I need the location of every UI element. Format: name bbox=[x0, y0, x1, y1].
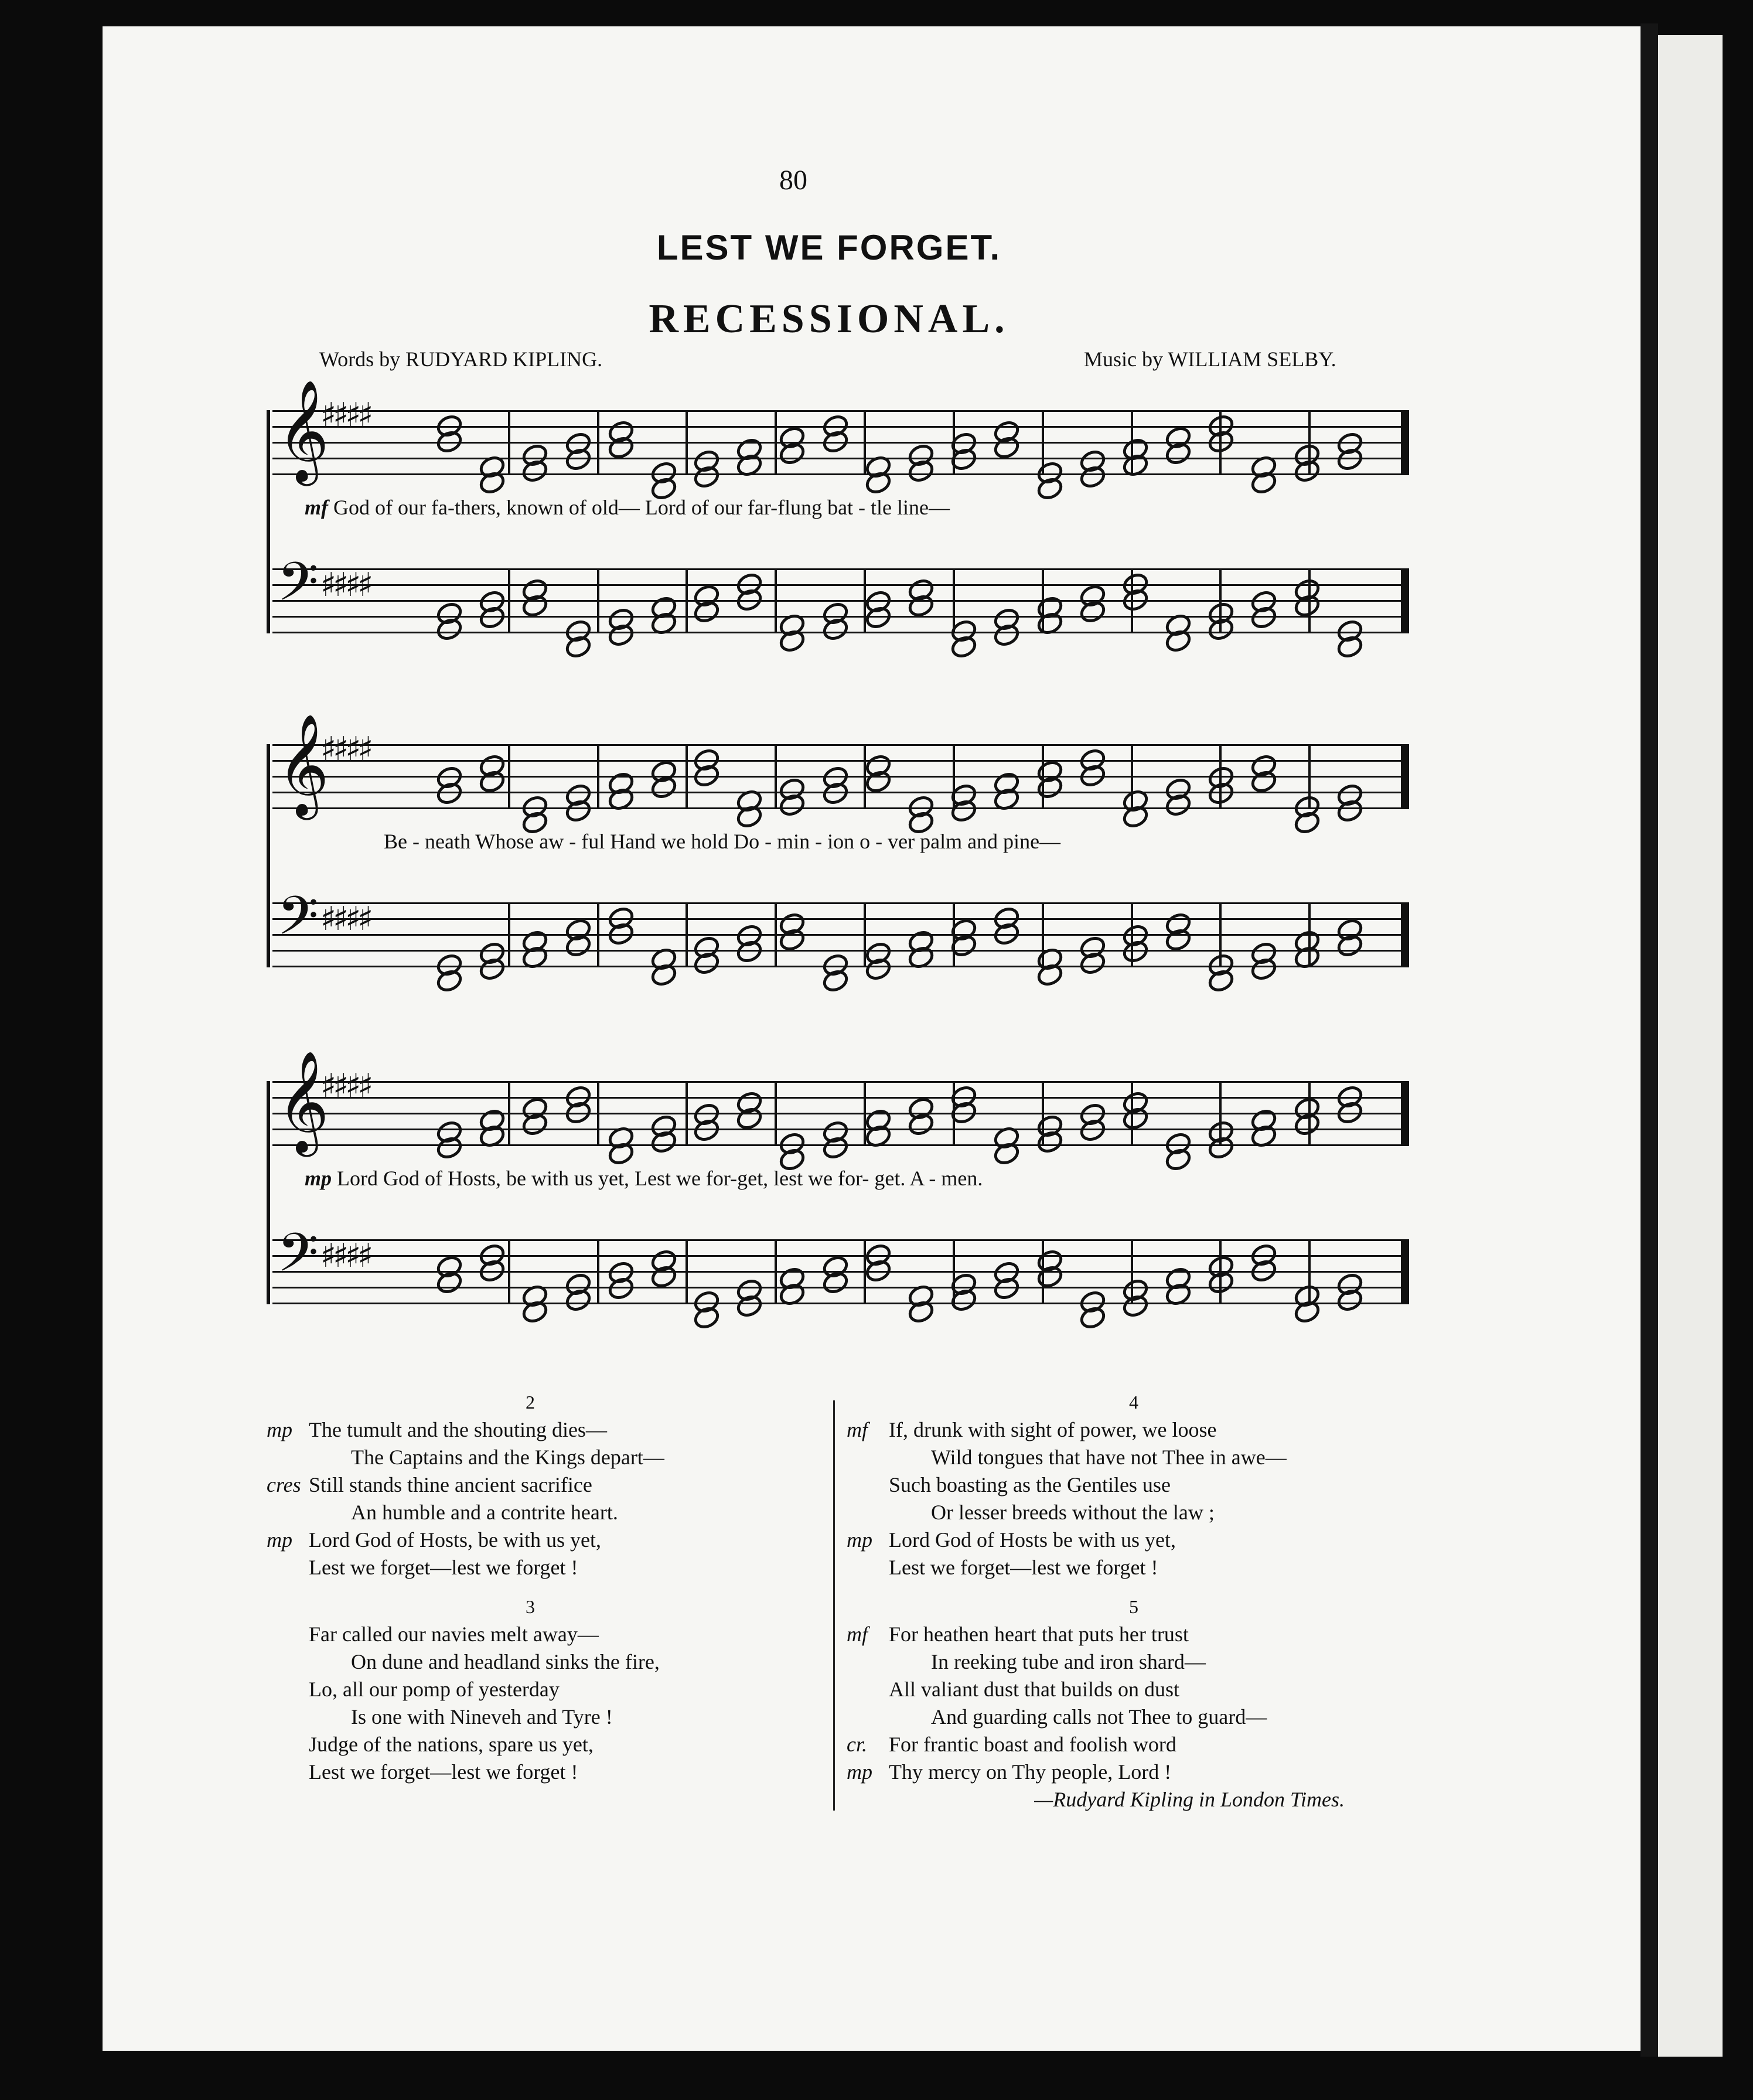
staff-line bbox=[272, 902, 1409, 904]
final-bar-line bbox=[1401, 1081, 1409, 1146]
verse-text: Lord God of Hosts be with us yet, bbox=[889, 1528, 1176, 1552]
final-bar-line bbox=[1401, 568, 1409, 633]
verse-text: An humble and a contrite heart. bbox=[351, 1501, 618, 1524]
verse-number: 3 bbox=[526, 1596, 535, 1617]
staff-line bbox=[272, 1113, 1409, 1114]
verse-dynamic-mark: cr. bbox=[847, 1733, 867, 1756]
verse-text: Still stands thine ancient sacrifice bbox=[309, 1473, 592, 1496]
staff-line bbox=[272, 744, 1409, 746]
staff-line bbox=[272, 918, 1409, 920]
verse-text: If, drunk with sight of power, we loose bbox=[889, 1418, 1217, 1441]
page-subtitle: RECESSIONAL. bbox=[649, 296, 1009, 342]
lyrics-text: Lord God of Hosts, be with us yet, Lest we for-get, lest we for- get. A - men. bbox=[337, 1167, 983, 1190]
system-brace bbox=[267, 410, 270, 633]
bar-line bbox=[775, 1239, 777, 1304]
system-brace bbox=[267, 1081, 270, 1304]
verse-line bbox=[847, 1758, 1421, 1786]
bar-line bbox=[597, 410, 599, 475]
verse-dynamic-mark: mf bbox=[847, 1622, 868, 1646]
staff-line bbox=[272, 807, 1409, 809]
verse-text: All valiant dust that builds on dust bbox=[889, 1678, 1179, 1701]
treble-clef-icon: 𝄞 bbox=[277, 1051, 329, 1153]
verse-dynamic-mark: mp bbox=[267, 1528, 292, 1552]
verses-left-column bbox=[267, 1389, 794, 1786]
dynamic-marking: mp bbox=[305, 1167, 332, 1190]
verse-line bbox=[847, 1676, 1421, 1703]
bass-staff bbox=[267, 1222, 1409, 1303]
staff-line bbox=[272, 1239, 1409, 1241]
bar-line bbox=[597, 1239, 599, 1304]
verse-line bbox=[847, 1554, 1421, 1581]
verse-number: 2 bbox=[526, 1392, 535, 1413]
verse-text: Judge of the nations, spare us yet, bbox=[309, 1733, 594, 1756]
bar-line bbox=[775, 744, 777, 809]
lyrics-line bbox=[305, 1166, 983, 1191]
column-divider bbox=[833, 1400, 835, 1811]
bar-line bbox=[685, 568, 688, 633]
page-number: 80 bbox=[779, 165, 807, 196]
music-credit: Music by WILLIAM SELBY. bbox=[1084, 347, 1336, 371]
bar-line bbox=[775, 410, 777, 475]
verse-line bbox=[847, 1416, 1421, 1444]
key-signature-icon: ♯♯♯♯ bbox=[320, 1067, 370, 1105]
bar-line bbox=[508, 410, 510, 475]
key-signature-icon: ♯♯♯♯ bbox=[320, 900, 370, 938]
bar-line bbox=[685, 902, 688, 967]
music-system bbox=[267, 1051, 1409, 1345]
lyrics-text: Be - neath Whose aw - ful Hand we hold Do - min - ion o - ver palm and pine— bbox=[384, 830, 1061, 853]
key-signature-icon: ♯♯♯♯ bbox=[320, 1237, 370, 1275]
verse-text: Lest we forget—lest we forget ! bbox=[309, 1556, 578, 1579]
staff-line bbox=[272, 410, 1409, 412]
verse-line bbox=[267, 1416, 794, 1444]
bar-line bbox=[775, 902, 777, 967]
verse-line bbox=[847, 1444, 1421, 1471]
verse-dynamic-mark: mp bbox=[267, 1418, 292, 1441]
verse-line bbox=[267, 1758, 794, 1786]
bass-clef-icon: 𝄢 bbox=[277, 551, 319, 626]
verse-line bbox=[267, 1444, 794, 1471]
final-bar-line bbox=[1401, 902, 1409, 967]
treble-clef-icon: 𝄞 bbox=[277, 714, 329, 816]
verse-line bbox=[267, 1731, 794, 1758]
attribution: —Rudyard Kipling in London Times. bbox=[1034, 1788, 1345, 1811]
bass-clef-icon: 𝄢 bbox=[277, 885, 319, 960]
bar-line bbox=[685, 1081, 688, 1146]
verse-number: 5 bbox=[1129, 1596, 1138, 1617]
verse-line bbox=[847, 1526, 1421, 1554]
staff-line bbox=[272, 584, 1409, 586]
bar-line bbox=[953, 568, 955, 633]
verse-text: Lest we forget—lest we forget ! bbox=[309, 1760, 578, 1784]
staff-line bbox=[272, 1303, 1409, 1304]
verse-line bbox=[267, 1676, 794, 1703]
verse-text: Thy mercy on Thy people, Lord ! bbox=[889, 1760, 1172, 1784]
verse-line bbox=[847, 1731, 1421, 1758]
verse-text: And guarding calls not Thee to guard— bbox=[931, 1705, 1267, 1729]
verse-line bbox=[267, 1648, 794, 1676]
bar-line bbox=[597, 1081, 599, 1146]
verse-text: Is one with Nineveh and Tyre ! bbox=[351, 1705, 613, 1729]
verse-text: Lest we forget—lest we forget ! bbox=[889, 1556, 1158, 1579]
verse-text: Far called our navies melt away— bbox=[309, 1622, 599, 1646]
bar-line bbox=[508, 1239, 510, 1304]
bar-line bbox=[597, 568, 599, 633]
verse-line bbox=[267, 1471, 794, 1499]
verse-line bbox=[267, 1621, 794, 1648]
bar-line bbox=[597, 744, 599, 809]
staff-line bbox=[272, 568, 1409, 570]
key-signature-icon: ♯♯♯♯ bbox=[320, 396, 370, 434]
bass-clef-icon: 𝄢 bbox=[277, 1222, 319, 1297]
final-bar-line bbox=[1401, 410, 1409, 475]
bar-line bbox=[864, 744, 866, 809]
verse-text: Such boasting as the Gentiles use bbox=[889, 1473, 1171, 1496]
verse-line bbox=[847, 1621, 1421, 1648]
bass-staff bbox=[267, 885, 1409, 966]
verse-dynamic-mark: mp bbox=[847, 1760, 872, 1784]
bar-line bbox=[775, 1081, 777, 1146]
verse-dynamic-mark: cres bbox=[267, 1473, 301, 1496]
verse-line bbox=[267, 1703, 794, 1731]
bar-line bbox=[508, 902, 510, 967]
treble-staff bbox=[267, 380, 1409, 482]
lyrics-line bbox=[384, 829, 1060, 854]
bar-line bbox=[597, 902, 599, 967]
verse-line bbox=[847, 1471, 1421, 1499]
verse-text: In reeking tube and iron shard— bbox=[931, 1650, 1206, 1673]
dynamic-marking: mf bbox=[305, 496, 328, 519]
staff-line bbox=[272, 1097, 1409, 1099]
verse-text: The tumult and the shouting dies— bbox=[309, 1418, 607, 1441]
verse-text: For heathen heart that puts her trust bbox=[889, 1622, 1189, 1646]
treble-staff bbox=[267, 1051, 1409, 1153]
verse-line bbox=[847, 1703, 1421, 1731]
key-signature-icon: ♯♯♯♯ bbox=[320, 730, 370, 768]
verse-text: Lord God of Hosts, be with us yet, bbox=[309, 1528, 601, 1552]
verse-dynamic-mark: mf bbox=[847, 1418, 868, 1441]
bar-line bbox=[508, 568, 510, 633]
verse-text: For frantic boast and foolish word bbox=[889, 1733, 1176, 1756]
key-signature-icon: ♯♯♯♯ bbox=[320, 566, 370, 604]
verse-line bbox=[267, 1526, 794, 1554]
staff-line bbox=[272, 934, 1409, 936]
bar-line bbox=[508, 1081, 510, 1146]
verse-line bbox=[847, 1499, 1421, 1526]
final-bar-line bbox=[1401, 744, 1409, 809]
staff-line bbox=[272, 600, 1409, 602]
words-credit: Words by RUDYARD KIPLING. bbox=[319, 347, 603, 371]
adjacent-page-strip bbox=[1658, 35, 1723, 2057]
staff-line bbox=[272, 458, 1409, 459]
verse-text: The Captains and the Kings depart— bbox=[351, 1446, 664, 1469]
lyrics-line bbox=[305, 495, 950, 520]
verse-text: Wild tongues that have not Thee in awe— bbox=[931, 1446, 1287, 1469]
system-brace bbox=[267, 744, 270, 967]
lyrics-text: God of our fa-thers, known of old— Lord of our far-flung bat - tle line— bbox=[333, 496, 950, 519]
music-system bbox=[267, 714, 1409, 1008]
bar-line bbox=[685, 744, 688, 809]
verse-text: Or lesser breeds without the law ; bbox=[931, 1501, 1215, 1524]
verse-line bbox=[847, 1648, 1421, 1676]
verse-line bbox=[267, 1554, 794, 1581]
verse-dynamic-mark: mp bbox=[847, 1528, 872, 1552]
staff-line bbox=[272, 760, 1409, 762]
final-bar-line bbox=[1401, 1239, 1409, 1304]
staff-line bbox=[272, 1081, 1409, 1083]
verse-line bbox=[267, 1499, 794, 1526]
bass-staff bbox=[267, 551, 1409, 632]
staff-line bbox=[272, 950, 1409, 952]
bar-line bbox=[685, 410, 688, 475]
bar-line bbox=[508, 744, 510, 809]
verse-text: Lo, all our pomp of yesterday bbox=[309, 1678, 560, 1701]
verses-right-column bbox=[847, 1389, 1421, 1813]
treble-staff bbox=[267, 714, 1409, 816]
verse-text: On dune and headland sinks the fire, bbox=[351, 1650, 660, 1673]
bar-line bbox=[685, 1239, 688, 1304]
staff-line bbox=[272, 473, 1409, 475]
treble-clef-icon: 𝄞 bbox=[277, 380, 329, 482]
verse-number: 4 bbox=[1129, 1392, 1138, 1413]
music-system bbox=[267, 380, 1409, 674]
page-title: LEST WE FORGET. bbox=[656, 228, 1002, 267]
bar-line bbox=[775, 568, 777, 633]
